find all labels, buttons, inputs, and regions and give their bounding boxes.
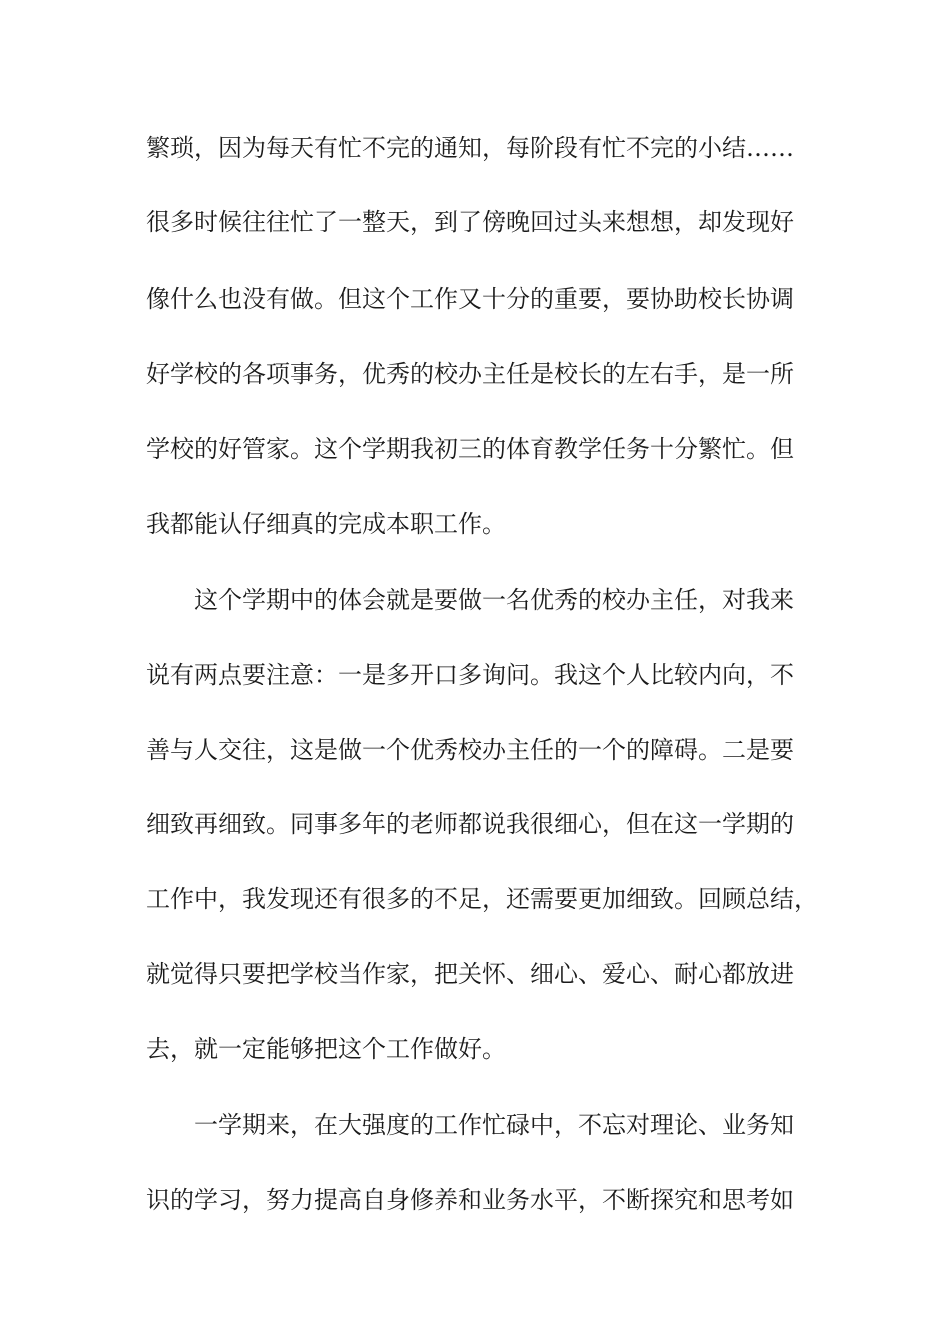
paragraph-1-line-3: 像什么也没有做。但这个工作又十分的重要，要协助校长协调 xyxy=(146,285,794,313)
paragraph-1-line-6: 我都能认仔细真的完成本职工作。 xyxy=(146,510,506,538)
paragraph-2-line-5: 工作中，我发现还有很多的不足，还需要更加细致。回顾总结， xyxy=(146,885,818,913)
paragraph-1-line-4: 好学校的各项事务，优秀的校办主任是校长的左右手，是一所 xyxy=(146,360,794,388)
paragraph-2-line-6: 就觉得只要把学校当作家，把关怀、细心、爱心、耐心都放进 xyxy=(146,960,794,988)
paragraph-1-line-2: 很多时候往往忙了一整天，到了傍晚回过头来想想，却发现好 xyxy=(146,208,794,236)
paragraph-1-line-5: 学校的好管家。这个学期我初三的体育教学任务十分繁忙。但 xyxy=(146,435,794,463)
paragraph-2-line-1: 这个学期中的体会就是要做一名优秀的校办主任，对我来 xyxy=(194,586,794,614)
paragraph-2-line-4: 细致再细致。同事多年的老师都说我很细心，但在这一学期的 xyxy=(146,810,794,838)
paragraph-3-line-2: 识的学习，努力提高自身修养和业务水平，不断探究和思考如 xyxy=(146,1186,794,1214)
paragraph-1-line-1: 繁琐，因为每天有忙不完的通知，每阶段有忙不完的小结…… xyxy=(146,134,794,162)
paragraph-2-line-7: 去，就一定能够把这个工作做好。 xyxy=(146,1035,506,1063)
paragraph-2-line-3: 善与人交往，这是做一个优秀校办主任的一个的障碍。二是要 xyxy=(146,736,794,764)
paragraph-2-line-2: 说有两点要注意：一是多开口多询问。我这个人比较内向，不 xyxy=(146,661,794,689)
paragraph-3-line-1: 一学期来，在大强度的工作忙碌中，不忘对理论、业务知 xyxy=(194,1111,794,1139)
